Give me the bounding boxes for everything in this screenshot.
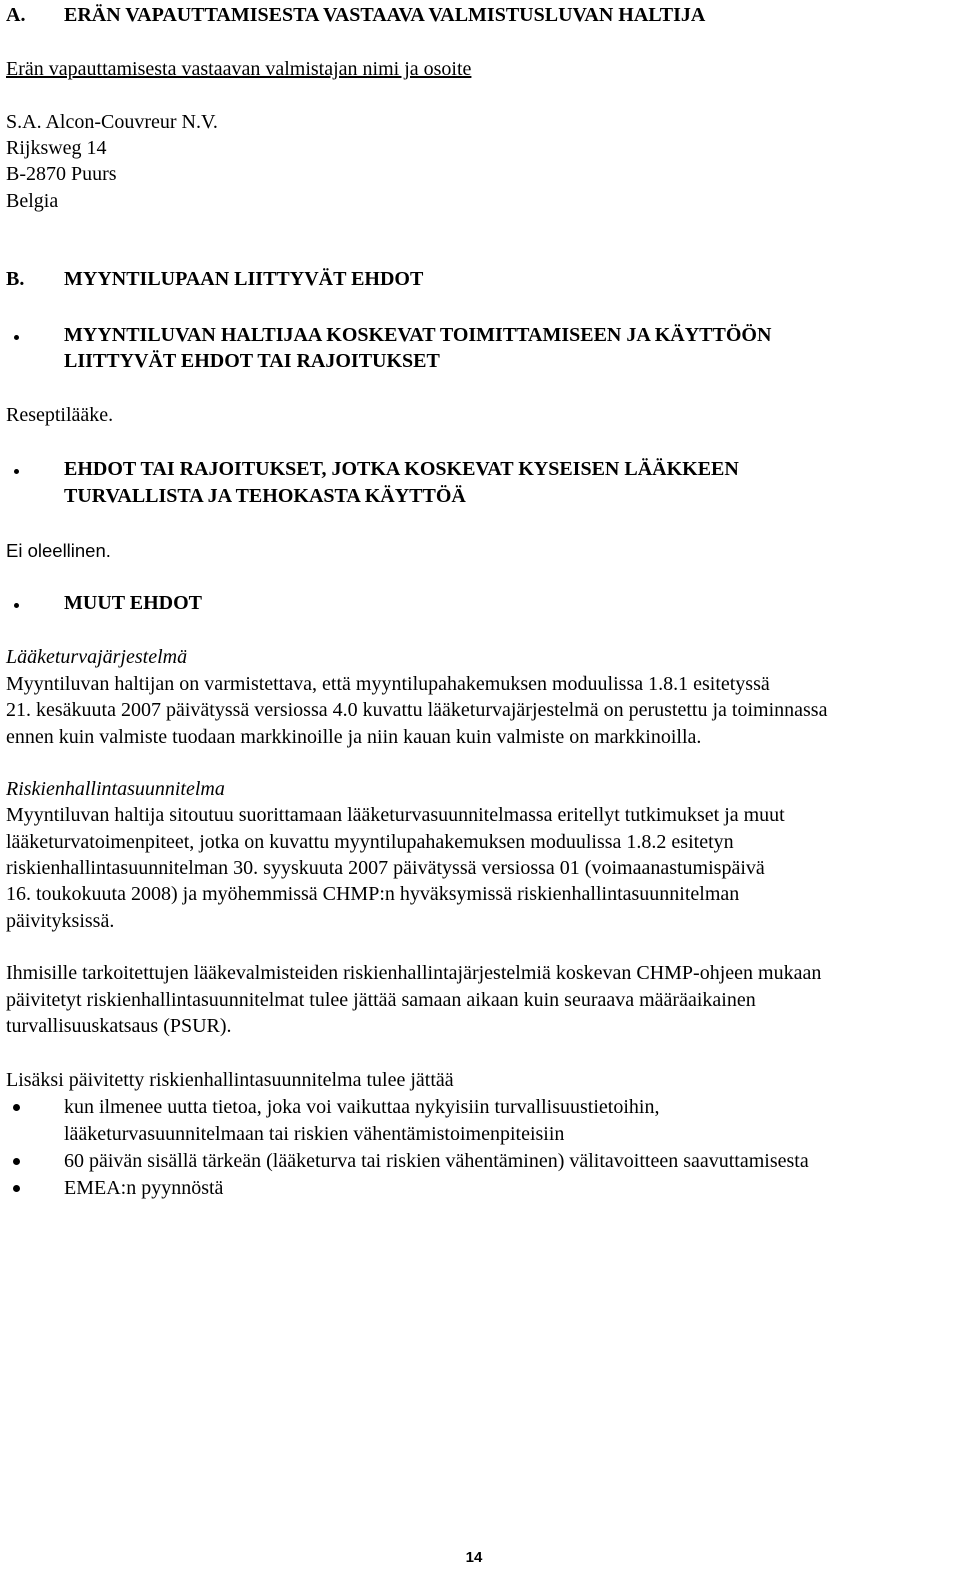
manufacturer-subheading: Erän vapauttamisesta vastaavan valmistajan nimi ja osoite — [6, 58, 472, 80]
additional-item-1-line-1: kun ilmenee uutta tietoa, joka voi vaikuttaa nykyisiin turvallisuustietoihin, — [64, 1096, 660, 1118]
not-applicable-text: Ei oleellinen. — [6, 540, 111, 561]
pharmacovigilance-title: Lääketurvajärjestelmä — [6, 646, 188, 668]
risk-management-line-2: lääketurvatoimenpiteet, jotka on kuvattu myyntilupahakemuksen moduulissa 1.8.2 esitetyn — [6, 831, 734, 853]
risk-management-line-1: Myyntiluvan haltija sitoutuu suorittamaan lääketurvasuunnitelmassa eritellyt tutkimukset ja muut — [6, 804, 785, 826]
address-line-2: Rijksweg 14 — [6, 137, 107, 159]
pharmacovigilance-line-1: Myyntiluvan haltijan on varmistettava, että myyntilupahakemuksen moduulissa 1.8.1 esitetyssä — [6, 673, 770, 695]
additional-item-3: EMEA:n pyynnöstä — [64, 1177, 224, 1199]
additional-item-2: 60 päivän sisällä tärkeän (lääketurva tai riskien vähentäminen) välitavoitteen saavuttamisesta — [64, 1150, 809, 1172]
bullet1-heading-line-2: LIITTYVÄT EHDOT TAI RAJOITUKSET — [64, 350, 440, 372]
bullet-icon — [13, 1185, 20, 1192]
bullet1-heading-line-1: MYYNTILUVAN HALTIJAA KOSKEVAT TOIMITTAMISEEN JA KÄYTTÖÖN — [64, 324, 772, 346]
chmp-line-2: päivitetyt riskienhallintasuunnitelmat tulee jättää samaan aikaan kuin seuraava määräaikainen — [6, 989, 756, 1011]
chmp-line-1: Ihmisille tarkoitettujen lääkevalmisteiden riskienhallintajärjestelmiä koskevan CHMP-ohjeen mukaan — [6, 962, 822, 984]
address-line-1: S.A. Alcon-Couvreur N.V. — [6, 111, 218, 133]
additional-item-1-line-2: lääketurvasuunnitelmaan tai riskien vähentämistoimenpiteisiin — [64, 1123, 565, 1145]
pharmacovigilance-line-2: 21. kesäkuuta 2007 päivätyssä versiossa 4.0 kuvattu lääketurvajärjestelmä on perustettu ja toiminnassa — [6, 699, 828, 721]
section-a-letter: A. — [6, 4, 26, 26]
bullet-icon — [14, 603, 19, 608]
address-line-4: Belgia — [6, 190, 59, 212]
bullet-icon — [14, 335, 19, 340]
bullet-icon — [13, 1158, 20, 1165]
additional-intro: Lisäksi päivitetty riskienhallintasuunnitelma tulee jättää — [6, 1069, 454, 1091]
section-b-letter: B. — [6, 268, 25, 290]
risk-management-line-4: 16. toukokuuta 2008) ja myöhemmissä CHMP:n hyväksymissä riskienhallintasuunnitelman — [6, 883, 740, 905]
bullet-icon — [14, 469, 19, 474]
bullet2-heading-line-2: TURVALLISTA JA TEHOKASTA KÄYTTÖÄ — [64, 485, 466, 507]
address-line-3: B-2870 Puurs — [6, 163, 117, 185]
prescription-text: Reseptilääke. — [6, 404, 114, 426]
pharmacovigilance-line-3: ennen kuin valmiste tuodaan markkinoille ja niin kauan kuin valmiste on markkinoilla. — [6, 726, 702, 748]
bullet-icon — [13, 1104, 20, 1111]
risk-management-line-5: päivityksissä. — [6, 910, 115, 932]
bullet2-heading-line-1: EHDOT TAI RAJOITUKSET, JOTKA KOSKEVAT KYSEISEN LÄÄKKEEN — [64, 458, 739, 480]
section-b-heading: MYYNTILUPAAN LIITTYVÄT EHDOT — [64, 268, 424, 290]
section-a-heading: ERÄN VAPAUTTAMISESTA VASTAAVA VALMISTUSLUVAN HALTIJA — [64, 4, 706, 26]
page-number: 14 — [465, 1549, 483, 1566]
risk-management-title: Riskienhallintasuunnitelma — [6, 778, 225, 800]
risk-management-line-3: riskienhallintasuunnitelman 30. syyskuuta 2007 päivätyssä versiossa 01 (voimaanastumispäivä — [6, 857, 765, 879]
bullet3-heading: MUUT EHDOT — [64, 592, 202, 614]
chmp-line-3: turvallisuuskatsaus (PSUR). — [6, 1015, 232, 1037]
